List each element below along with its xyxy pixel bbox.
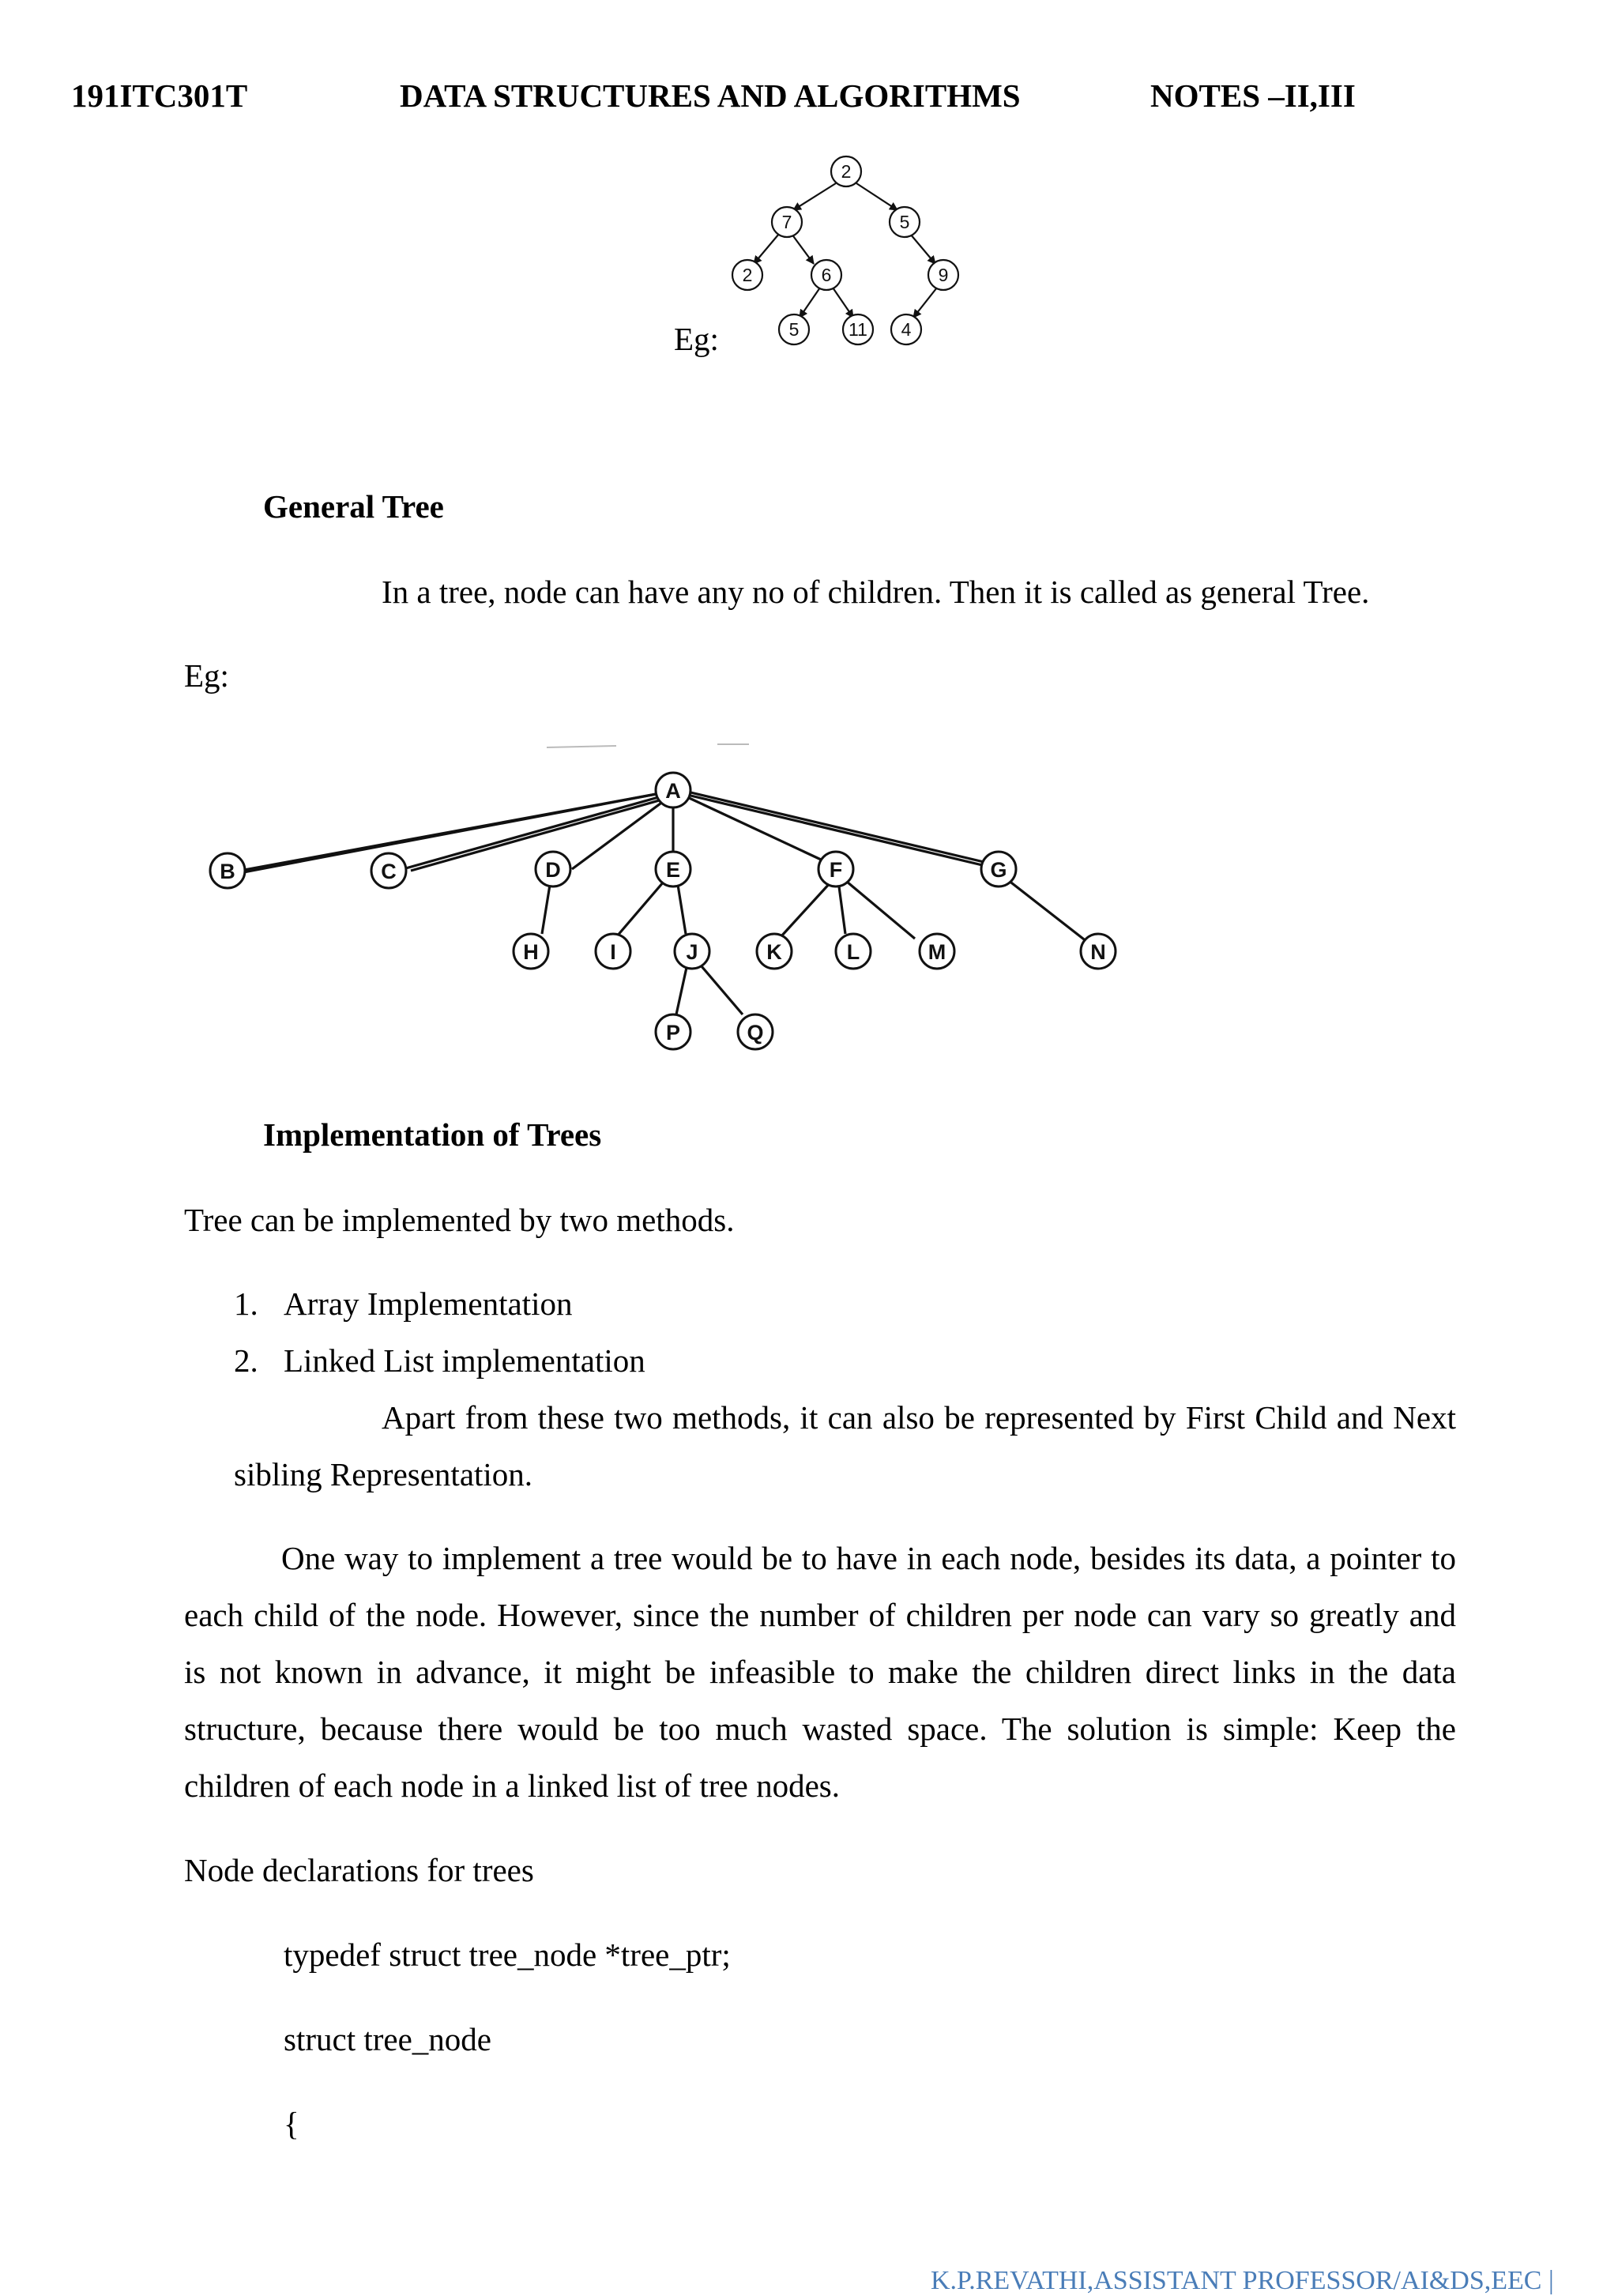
gt-node-label: P — [665, 1021, 681, 1044]
binary-tree-diagram — [711, 142, 995, 363]
bt-node-label: 4 — [901, 319, 912, 340]
implementation-heading: Implementation of Trees — [263, 1116, 602, 1153]
edge — [833, 288, 853, 318]
edge — [800, 288, 820, 318]
edge — [792, 234, 814, 264]
method-number: 1. — [234, 1285, 258, 1322]
apart-line-2: sibling Representation. — [234, 1456, 533, 1492]
paragraph-line: One way to implement a tree would be to have in each node, besides its data, a pointer to — [281, 1540, 1456, 1576]
paragraph-line: structure, because there would be too much wasted space. The solution is simple: Keep the — [184, 1711, 1456, 1747]
bt-node-label: 11 — [849, 319, 867, 340]
gt-node-label: K — [766, 940, 782, 964]
code-line: struct tree_node — [284, 2021, 491, 2057]
edge — [913, 288, 937, 318]
edge — [697, 961, 743, 1014]
edge — [1008, 880, 1087, 942]
bt-node-label: 6 — [821, 265, 832, 285]
code-line: { — [284, 2106, 299, 2142]
edge — [686, 796, 831, 864]
footer-author: K.P.REVATHI,ASSISTANT PROFESSOR/AI&DS,EEC | — [931, 2266, 1554, 2295]
binary-tree-eg-label: Eg: — [674, 321, 719, 357]
edge — [676, 964, 687, 1014]
implementation-intro: Tree can be implemented by two methods. — [184, 1202, 735, 1238]
node-declarations-label: Node declarations for trees — [184, 1852, 534, 1888]
notes-label: NOTES –II,III — [1150, 77, 1356, 114]
edge — [781, 882, 831, 937]
bt-node-label: 9 — [938, 265, 949, 285]
general-tree-diagram — [190, 727, 1138, 1067]
gt-node-label: I — [610, 940, 616, 964]
paragraph-line: is not known in advance, it might be infeasible to make the children direct links in the data — [184, 1654, 1456, 1690]
gt-node-label: B — [220, 860, 235, 883]
course-code: 191ITC301T — [71, 77, 248, 114]
edge — [839, 886, 845, 934]
bt-node-label: 5 — [899, 212, 910, 232]
general-tree-heading: General Tree — [263, 488, 444, 525]
gt-node-label: D — [545, 858, 561, 882]
method-number: 2. — [234, 1342, 258, 1379]
gt-node-label: Q — [747, 1021, 764, 1044]
gt-node-label: G — [990, 858, 1007, 882]
edge — [616, 882, 664, 937]
general-tree-definition: In a tree, node can have any no of children. Then it is called as general Tree. — [382, 574, 1370, 610]
gt-node-label: E — [665, 858, 681, 882]
course-title: DATA STRUCTURES AND ALGORITHMS — [400, 77, 1021, 114]
gt-node-label: M — [928, 940, 946, 964]
edge — [793, 183, 836, 210]
code-line: typedef struct tree_node *tree_ptr; — [284, 1937, 731, 1973]
general-tree-eg-label: Eg: — [184, 657, 229, 694]
gt-node-label: A — [665, 779, 681, 803]
gt-node-label: C — [381, 860, 397, 883]
paragraph-line: each child of the node. However, since the number of children per node can vary so greatly and — [184, 1597, 1456, 1633]
gt-node-label: J — [686, 940, 698, 964]
bt-node-label: 2 — [742, 265, 753, 285]
gt-node-label: L — [846, 940, 860, 964]
method-item: Array Implementation — [284, 1285, 573, 1322]
edge — [243, 793, 660, 872]
edge — [542, 885, 550, 934]
paragraph-line: children of each node in a linked list of tree nodes. — [184, 1767, 840, 1804]
bt-node-label: 7 — [781, 212, 792, 232]
gt-node-label: N — [1090, 940, 1106, 964]
edge — [754, 234, 779, 264]
edge — [411, 800, 662, 871]
apart-line-1: Apart from these two methods, it can also be represented by First Child and Next — [382, 1399, 1456, 1436]
bt-node-label: 2 — [841, 161, 852, 182]
bt-node-label: 5 — [788, 319, 800, 340]
edge — [847, 882, 915, 939]
method-item: Linked List implementation — [284, 1342, 645, 1379]
edge — [910, 234, 935, 264]
edge — [856, 183, 897, 210]
gt-node-label: H — [523, 940, 539, 964]
edge — [678, 885, 686, 934]
gt-node-label: F — [829, 858, 843, 882]
